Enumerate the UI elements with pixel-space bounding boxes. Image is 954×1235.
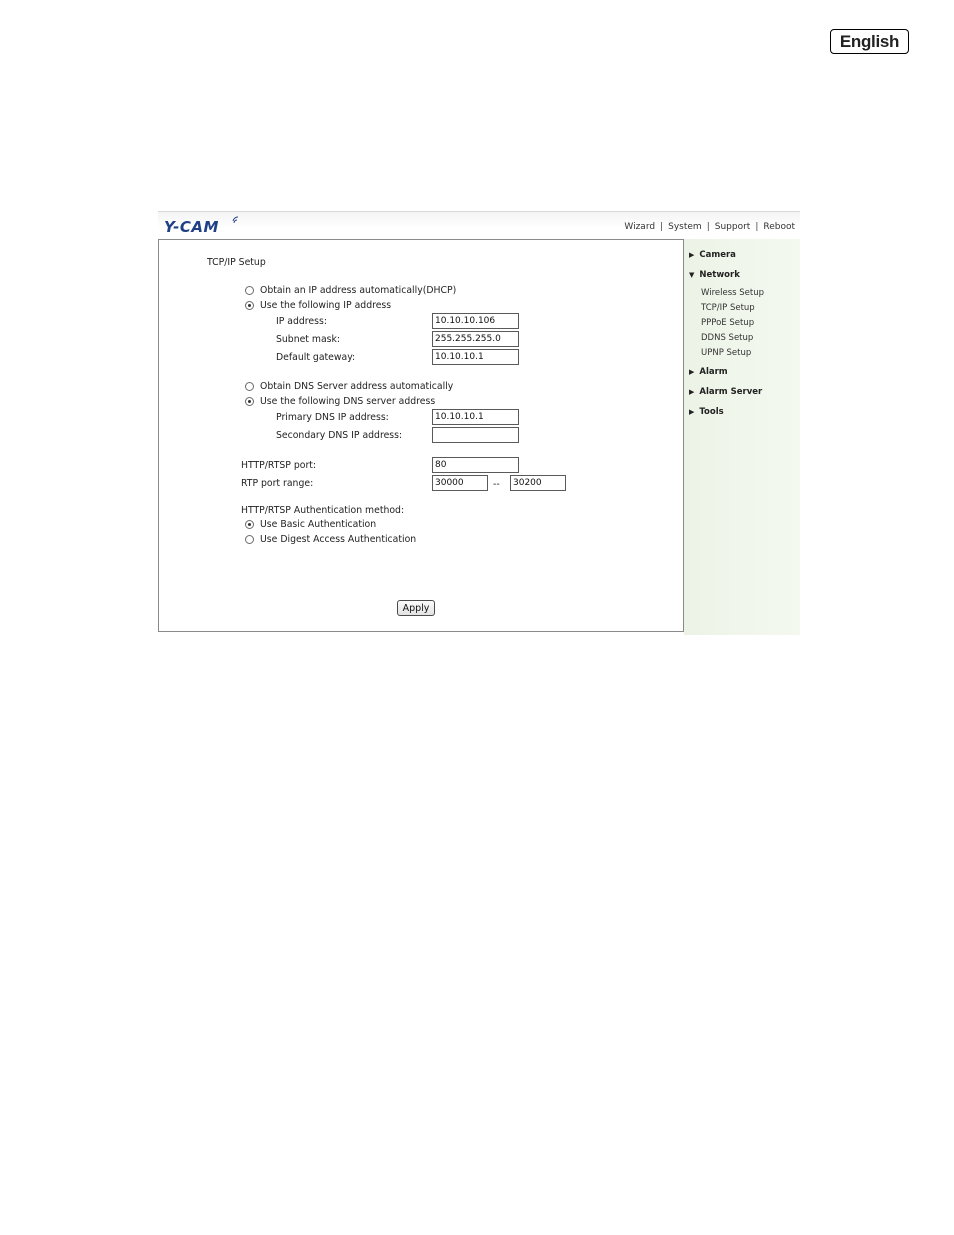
sidebar-alarm-label: Alarm [699,367,728,377]
primary-dns-input[interactable] [432,409,519,425]
rtp-range-separator: -- [493,479,500,490]
wifi-signal-icon [232,215,242,225]
apply-button[interactable]: Apply [397,600,435,616]
sidebar-item-network[interactable] [689,270,740,280]
top-nav [624,222,795,232]
sidebar-item-alarm[interactable] [689,367,728,377]
sidebar-item-tcpip-setup[interactable]: TCP/IP Setup [701,303,755,313]
radio-basic-auth[interactable] [245,520,254,529]
ip-address-label: IP address: [276,316,327,327]
sidebar-network-label: Network [699,270,740,280]
http-port-input[interactable] [432,457,519,473]
link-wizard[interactable]: Wizard [624,222,656,232]
radio-static-ip[interactable] [245,301,254,310]
link-support[interactable]: Support [714,222,751,232]
subnet-mask-input[interactable] [432,331,519,347]
dhcp-label: Obtain an IP address automatically(DHCP) [260,285,457,296]
sidebar-item-upnp-setup[interactable]: UPNP Setup [701,348,752,358]
sidebar-alarm-server-label: Alarm Server [699,387,763,397]
camera-web-ui [158,211,800,635]
dns-auto-label: Obtain DNS Server address automatically [260,381,454,392]
sidebar-item-wireless-setup[interactable]: Wireless Setup [701,288,765,298]
basic-auth-label: Use Basic Authentication [260,519,377,530]
radio-dhcp[interactable] [245,286,254,295]
rtp-start-input[interactable] [432,475,488,491]
auth-method-title: HTTP/RTSP Authentication method: [241,505,405,516]
logo-text: Y-CAM [164,218,219,236]
nav-separator: | [660,222,664,232]
sidebar-tools-label: Tools [699,407,724,417]
link-system[interactable]: System [668,222,702,232]
digest-auth-label: Use Digest Access Authentication [260,534,417,545]
gateway-input[interactable] [432,349,519,365]
caret-right-icon: ▶ [689,251,695,259]
page-title: TCP/IP Setup [207,257,266,268]
dns-manual-label: Use the following DNS server address [260,396,436,407]
caret-down-icon: ▼ [689,271,695,279]
radio-digest-auth[interactable] [245,535,254,544]
secondary-dns-label: Secondary DNS IP address: [276,430,403,441]
static-ip-label: Use the following IP address [260,300,392,311]
radio-dns-auto[interactable] [245,382,254,391]
nav-separator: | [755,222,759,232]
tcpip-form-panel [158,239,684,632]
link-reboot[interactable]: Reboot [763,222,795,232]
rtp-range-label: RTP port range: [241,478,314,489]
radio-dns-manual[interactable] [245,397,254,406]
http-port-label: HTTP/RTSP port: [241,460,317,471]
sidebar-item-ddns-setup[interactable]: DDNS Setup [701,333,754,343]
caret-right-icon: ▶ [689,408,695,416]
ycam-logo [164,217,219,236]
top-bar [158,211,800,240]
caret-right-icon: ▶ [689,368,695,376]
language-badge: English [830,29,909,54]
subnet-mask-label: Subnet mask: [276,334,341,345]
sidebar-item-camera[interactable] [689,250,736,260]
sidebar-item-alarm-server[interactable] [689,387,762,397]
sidebar-camera-label: Camera [699,250,736,260]
ip-address-input[interactable] [432,313,519,329]
gateway-label: Default gateway: [276,352,356,363]
nav-separator: | [706,222,710,232]
primary-dns-label: Primary DNS IP address: [276,412,389,423]
sidebar-item-tools[interactable] [689,407,724,417]
sidebar-item-pppoe-setup[interactable]: PPPoE Setup [701,318,755,328]
rtp-end-input[interactable] [510,475,566,491]
sidebar [684,239,800,635]
secondary-dns-input[interactable] [432,427,519,443]
caret-right-icon: ▶ [689,388,695,396]
